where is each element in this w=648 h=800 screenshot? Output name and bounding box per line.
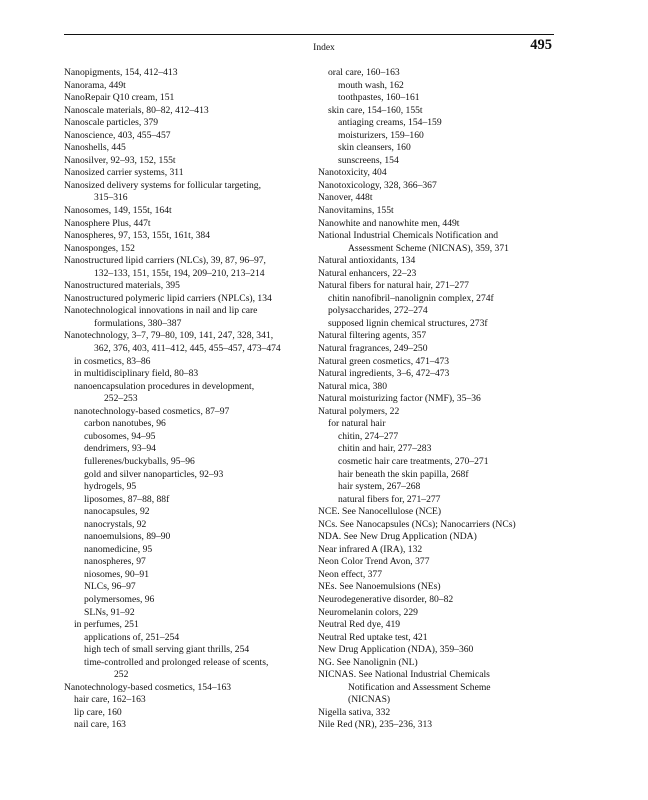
index-entry: skin cleansers, 160: [338, 142, 411, 154]
index-entry: Nanosponges, 152: [64, 242, 135, 254]
index-entry: Natural filtering agents, 357: [318, 330, 427, 342]
index-entry: nanocrystals, 92: [84, 518, 147, 530]
index-entry: dendrimers, 93–94: [84, 443, 156, 455]
index-entry: Nigella sativa, 332: [318, 706, 391, 718]
index-entry: Neutral Red dye, 419: [318, 619, 401, 631]
index-entry-continuation: 252–253: [104, 393, 138, 405]
index-entry-continuation: formulations, 380–387: [94, 317, 182, 329]
index-entry: NG. See Nanolignin (NL): [318, 656, 418, 668]
index-entry: toothpastes, 160–161: [338, 92, 420, 104]
index-entry: Natural enhancers, 22–23: [318, 267, 417, 279]
index-entry: time-controlled and prolonged release of scents,: [84, 656, 269, 668]
index-entry: New Drug Application (NDA), 359–360: [318, 644, 474, 656]
index-entry: Nanostructured materials, 395: [64, 280, 180, 292]
page-number: 495: [530, 37, 552, 53]
header-rule: [64, 34, 554, 35]
index-entry: SLNs, 91–92: [84, 606, 135, 618]
index-entry: Neon Color Trend Avon, 377: [318, 556, 430, 568]
running-header-title: Index: [313, 43, 335, 53]
index-entry: Nanospheres, 97, 153, 155t, 161t, 384: [64, 230, 211, 242]
index-entry: hair system, 267–268: [338, 481, 421, 493]
index-entry: nanocapsules, 92: [84, 506, 150, 518]
index-entry: chitin and hair, 277–283: [338, 443, 432, 455]
index-entry: Natural polymers, 22: [318, 405, 400, 417]
index-entry: supposed lignin chemical structures, 273f: [328, 317, 488, 329]
index-entry: niosomes, 90–91: [84, 568, 150, 580]
index-entry: Neuromelanin colors, 229: [318, 606, 418, 618]
index-entry: high tech of small serving giant thrills, 254: [84, 644, 250, 656]
index-entry: Nanosphere Plus, 447t: [64, 217, 151, 229]
index-entry: nail care, 163: [74, 719, 126, 731]
index-entry: hair beneath the skin papilla, 268f: [338, 468, 469, 480]
index-entry: natural fibers for, 271–277: [338, 493, 441, 505]
index-entry: Nile Red (NR), 235–236, 313: [318, 719, 433, 731]
index-entry: in cosmetics, 83–86: [74, 355, 151, 367]
index-entry: polysaccharides, 272–274: [328, 305, 428, 317]
index-entry: NDA. See New Drug Application (NDA): [318, 531, 477, 543]
index-entry: nanoemulsions, 89–90: [84, 531, 171, 543]
index-entry: Nanowhite and nanowhite men, 449t: [318, 217, 460, 229]
index-entry: oral care, 160–163: [328, 67, 400, 78]
index-column-right: [318, 67, 558, 732]
index-entry: Nanoscale particles, 379: [64, 117, 159, 129]
index-entry: carbon nanotubes, 96: [84, 418, 166, 430]
index-entry: Neurodegenerative disorder, 80–82: [318, 593, 454, 605]
index-entry: Natural fragrances, 249–250: [318, 343, 428, 355]
index-entry: Natural moisturizing factor (NMF), 35–36: [318, 393, 481, 405]
index-entry: Nanopigments, 154, 412–413: [64, 67, 178, 78]
index-entry: nanoencapsulation procedures in development,: [74, 380, 255, 392]
index-entry: Natural green cosmetics, 471–473: [318, 355, 450, 367]
index-entry-continuation: 252: [114, 669, 129, 681]
index-entry-continuation: 362, 376, 403, 411–412, 445, 455–457, 473–474: [94, 343, 281, 355]
index-entry: mouth wash, 162: [338, 79, 404, 91]
index-entry-continuation: 315–316: [94, 192, 128, 204]
index-entry: polymersomes, 96: [84, 593, 155, 605]
index-entry: Nanotechnological innovations in nail and lip care: [64, 305, 258, 317]
index-entry: Nanosized delivery systems for follicular targeting,: [64, 179, 261, 191]
index-column-left: [64, 67, 296, 732]
index-entry: NEs. See Nanoemulsions (NEs): [318, 581, 441, 593]
index-entry: Natural ingredients, 3–6, 472–473: [318, 368, 450, 380]
index-entry: fullerenes/buckyballs, 95–96: [84, 455, 195, 467]
index-entry-continuation: Notification and Assessment Scheme: [348, 681, 491, 693]
index-entry: applications of, 251–254: [84, 631, 180, 643]
index-entry: lip care, 160: [74, 706, 122, 718]
index-entry: cosmetic hair care treatments, 270–271: [338, 455, 489, 467]
index-entry: chitin, 274–277: [338, 430, 399, 442]
index-entry: Nanotechnology-based cosmetics, 154–163: [64, 681, 232, 693]
index-entry: Nanosilver, 92–93, 152, 155t: [64, 154, 176, 166]
index-entry: Natural antioxidants, 134: [318, 255, 416, 267]
index-entry: NCs. See Nanocapsules (NCs); Nanocarriers (NCs): [318, 518, 516, 530]
index-entry: Nanover, 448t: [318, 192, 373, 204]
index-entry: Natural mica, 380: [318, 380, 387, 392]
index-entry: Nanoshells, 445: [64, 142, 126, 154]
index-entry: hair care, 162–163: [74, 694, 146, 706]
index-entry: Neutral Red uptake test, 421: [318, 631, 428, 643]
index-entry: Nanoscale materials, 80–82, 412–413: [64, 104, 209, 116]
index-entry-continuation: (NICNAS): [348, 694, 391, 706]
index-entry: hydrogels, 95: [84, 481, 137, 493]
index-entry: Nanoscience, 403, 455–457: [64, 129, 171, 141]
index-entry: for natural hair: [328, 418, 386, 430]
index-entry: chitin nanofibril–nanolignin complex, 274f: [328, 292, 494, 304]
index-entry: cubosomes, 94–95: [84, 430, 156, 442]
index-entry: Nanorama, 449t: [64, 79, 126, 91]
index-entry-continuation: Assessment Scheme (NICNAS), 359, 371: [348, 242, 509, 254]
index-entry: NCE. See Nanocellulose (NCE): [318, 506, 442, 518]
index-entry: Natural fibers for natural hair, 271–277: [318, 280, 469, 292]
index-entry: Nanostructured polymeric lipid carriers (NPLCs), 134: [64, 292, 272, 304]
index-entry: NanoRepair Q10 cream, 151: [64, 92, 175, 104]
index-entry: NICNAS. See National Industrial Chemicals: [318, 669, 490, 681]
index-entry: gold and silver nanoparticles, 92–93: [84, 468, 224, 480]
index-entry: Nanotoxicology, 328, 366–367: [318, 179, 437, 191]
index-entry: National Industrial Chemicals Notification and: [318, 230, 499, 242]
index-entry: in perfumes, 251: [74, 619, 139, 631]
index-entry: skin care, 154–160, 155t: [328, 104, 423, 116]
index-entry: Nanostructured lipid carriers (NLCs), 39, 87, 96–97,: [64, 255, 266, 267]
index-entry: Near infrared A (IRA), 132: [318, 543, 423, 555]
index-entry: Neon effect, 377: [318, 568, 383, 580]
index-entry: Nanosomes, 149, 155t, 164t: [64, 205, 172, 217]
index-entry: Nanovitamins, 155t: [318, 205, 394, 217]
index-entry: liposomes, 87–88, 88f: [84, 493, 170, 505]
index-entry: in multidisciplinary field, 80–83: [74, 368, 199, 380]
index-entry: Nanosized carrier systems, 311: [64, 167, 184, 179]
index-entry: moisturizers, 159–160: [338, 129, 424, 141]
index-entry: NLCs, 96–97: [84, 581, 136, 593]
index-entry: nanospheres, 97: [84, 556, 146, 568]
index-entry: Nanotoxicity, 404: [318, 167, 387, 179]
index-entry-continuation: 132–133, 151, 155t, 194, 209–210, 213–214: [94, 267, 265, 279]
index-entry: antiaging creams, 154–159: [338, 117, 442, 129]
index-entry: sunscreens, 154: [338, 154, 399, 166]
index-entry: nanotechnology-based cosmetics, 87–97: [74, 405, 230, 417]
index-entry: Nanotechnology, 3–7, 79–80, 109, 141, 247, 328, 341,: [64, 330, 274, 342]
index-entry: nanomedicine, 95: [84, 543, 153, 555]
